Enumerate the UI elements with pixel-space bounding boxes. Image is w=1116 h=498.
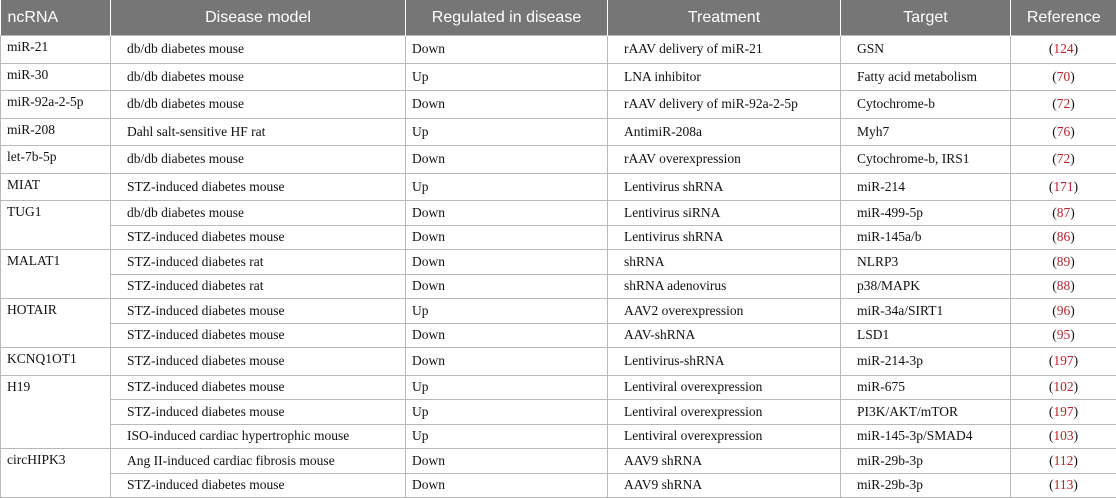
cell-disease-model: STZ-induced diabetes rat	[111, 250, 406, 275]
cell-target: miR-29b-3p	[841, 449, 1011, 474]
reference-link[interactable]: 72	[1057, 96, 1071, 111]
cell-treatment: AAV2 overexpression	[608, 299, 841, 324]
header-regulated: Regulated in disease	[406, 0, 608, 36]
cell-reference: (102)	[1011, 375, 1116, 400]
cell-target: miR-214-3p	[841, 348, 1011, 376]
header-reference: Reference	[1011, 0, 1116, 36]
cell-ncrna: MALAT1	[1, 250, 111, 299]
cell-regulated: Up	[406, 63, 608, 91]
cell-regulated: Up	[406, 118, 608, 146]
header-target: Target	[841, 0, 1011, 36]
cell-disease-model: STZ-induced diabetes mouse	[111, 225, 406, 250]
cell-reference: (197)	[1011, 400, 1116, 425]
cell-treatment: Lentiviral overexpression	[608, 424, 841, 449]
reference-link[interactable]: 86	[1057, 229, 1071, 244]
cell-disease-model: STZ-induced diabetes rat	[111, 274, 406, 299]
cell-treatment: rAAV delivery of miR-21	[608, 36, 841, 64]
cell-ncrna: HOTAIR	[1, 299, 111, 348]
cell-target: p38/MAPK	[841, 274, 1011, 299]
table-row	[1, 250, 1116, 275]
cell-treatment: Lentiviral overexpression	[608, 375, 841, 400]
cell-disease-model: STZ-induced diabetes mouse	[111, 473, 406, 498]
cell-disease-model: STZ-induced diabetes mouse	[111, 323, 406, 348]
cell-reference: (124)	[1011, 36, 1116, 64]
cell-reference: (103)	[1011, 424, 1116, 449]
reference-link[interactable]: 76	[1057, 124, 1071, 139]
cell-treatment: Lentivirus shRNA	[608, 225, 841, 250]
table-row	[1, 323, 1116, 348]
header-ncrna: ncRNA	[1, 0, 111, 36]
cell-reference: (76)	[1011, 118, 1116, 146]
cell-reference: (89)	[1011, 250, 1116, 275]
cell-ncrna: circHIPK3	[1, 449, 111, 498]
reference-link[interactable]: 70	[1057, 69, 1071, 84]
reference-link[interactable]: 102	[1053, 379, 1073, 394]
cell-treatment: shRNA adenovirus	[608, 274, 841, 299]
cell-regulated: Up	[406, 424, 608, 449]
cell-target: Cytochrome-b, IRS1	[841, 146, 1011, 174]
reference-link[interactable]: 89	[1057, 254, 1071, 269]
cell-regulated: Down	[406, 201, 608, 226]
cell-ncrna: miR-30	[1, 63, 111, 91]
cell-treatment: rAAV delivery of miR-92a-2-5p	[608, 91, 841, 119]
cell-disease-model: STZ-induced diabetes mouse	[111, 299, 406, 324]
reference-link[interactable]: 113	[1054, 477, 1074, 492]
cell-reference: (72)	[1011, 146, 1116, 174]
table-row	[1, 225, 1116, 250]
cell-regulated: Up	[406, 400, 608, 425]
cell-target: LSD1	[841, 323, 1011, 348]
cell-reference: (113)	[1011, 473, 1116, 498]
table-row	[1, 173, 1116, 201]
reference-link[interactable]: 197	[1053, 404, 1073, 419]
cell-disease-model: db/db diabetes mouse	[111, 63, 406, 91]
cell-treatment: Lentivirus siRNA	[608, 201, 841, 226]
reference-link[interactable]: 96	[1057, 303, 1071, 318]
cell-reference: (197)	[1011, 348, 1116, 376]
table-body	[1, 36, 1116, 498]
cell-reference: (87)	[1011, 201, 1116, 226]
table-row	[1, 36, 1116, 64]
cell-target: miR-675	[841, 375, 1011, 400]
cell-reference: (88)	[1011, 274, 1116, 299]
cell-disease-model: STZ-induced diabetes mouse	[111, 375, 406, 400]
reference-link[interactable]: 124	[1053, 41, 1073, 56]
cell-treatment: Lentivirus shRNA	[608, 173, 841, 201]
cell-reference: (70)	[1011, 63, 1116, 91]
cell-ncrna: miR-208	[1, 118, 111, 146]
cell-target: miR-499-5p	[841, 201, 1011, 226]
cell-regulated: Down	[406, 274, 608, 299]
cell-ncrna: TUG1	[1, 201, 111, 250]
reference-link[interactable]: 197	[1053, 353, 1073, 368]
cell-treatment: AAV-shRNA	[608, 323, 841, 348]
cell-treatment: Lentivirus-shRNA	[608, 348, 841, 376]
cell-disease-model: ISO-induced cardiac hypertrophic mouse	[111, 424, 406, 449]
cell-reference: (112)	[1011, 449, 1116, 474]
cell-regulated: Down	[406, 323, 608, 348]
cell-ncrna: KCNQ1OT1	[1, 348, 111, 376]
table-row	[1, 63, 1116, 91]
cell-target: miR-145a/b	[841, 225, 1011, 250]
cell-reference: (96)	[1011, 299, 1116, 324]
cell-target: PI3K/AKT/mTOR	[841, 400, 1011, 425]
table-row	[1, 473, 1116, 498]
table-row	[1, 118, 1116, 146]
table-header	[1, 0, 1116, 36]
cell-regulated: Up	[406, 173, 608, 201]
cell-regulated: Down	[406, 449, 608, 474]
cell-disease-model: db/db diabetes mouse	[111, 91, 406, 119]
reference-link[interactable]: 87	[1057, 205, 1071, 220]
cell-treatment: AntimiR-208a	[608, 118, 841, 146]
table-row	[1, 146, 1116, 174]
cell-regulated: Down	[406, 146, 608, 174]
reference-link[interactable]: 72	[1057, 151, 1071, 166]
cell-ncrna: let-7b-5p	[1, 146, 111, 174]
cell-regulated: Down	[406, 91, 608, 119]
cell-disease-model: STZ-induced diabetes mouse	[111, 173, 406, 201]
table-row	[1, 299, 1116, 324]
cell-ncrna: MIAT	[1, 173, 111, 201]
cell-target: Fatty acid metabolism	[841, 63, 1011, 91]
cell-regulated: Up	[406, 375, 608, 400]
cell-target: Cytochrome-b	[841, 91, 1011, 119]
cell-regulated: Up	[406, 299, 608, 324]
table-row	[1, 91, 1116, 119]
table-row	[1, 400, 1116, 425]
cell-target: miR-145-3p/SMAD4	[841, 424, 1011, 449]
cell-treatment: shRNA	[608, 250, 841, 275]
cell-treatment: rAAV overexpression	[608, 146, 841, 174]
cell-reference: (171)	[1011, 173, 1116, 201]
cell-target: miR-214	[841, 173, 1011, 201]
cell-disease-model: Dahl salt-sensitive HF rat	[111, 118, 406, 146]
cell-reference: (72)	[1011, 91, 1116, 119]
cell-ncrna: miR-92a-2-5p	[1, 91, 111, 119]
reference-link[interactable]: 112	[1054, 453, 1074, 468]
cell-disease-model: db/db diabetes mouse	[111, 201, 406, 226]
reference-link[interactable]: 171	[1053, 179, 1073, 194]
header-treatment: Treatment	[608, 0, 841, 36]
cell-target: NLRP3	[841, 250, 1011, 275]
table-row	[1, 424, 1116, 449]
cell-treatment: LNA inhibitor	[608, 63, 841, 91]
cell-ncrna: H19	[1, 375, 111, 449]
cell-ncrna: miR-21	[1, 36, 111, 64]
cell-target: Myh7	[841, 118, 1011, 146]
header-disease-model: Disease model	[111, 0, 406, 36]
cell-treatment: AAV9 shRNA	[608, 473, 841, 498]
cell-regulated: Down	[406, 250, 608, 275]
cell-disease-model: db/db diabetes mouse	[111, 146, 406, 174]
cell-reference: (86)	[1011, 225, 1116, 250]
reference-link[interactable]: 103	[1053, 428, 1073, 443]
cell-target: miR-34a/SIRT1	[841, 299, 1011, 324]
cell-treatment: Lentiviral overexpression	[608, 400, 841, 425]
table-row	[1, 274, 1116, 299]
table-row	[1, 201, 1116, 226]
cell-regulated: Down	[406, 348, 608, 376]
table-row	[1, 449, 1116, 474]
cell-disease-model: Ang II-induced cardiac fibrosis mouse	[111, 449, 406, 474]
table-row	[1, 375, 1116, 400]
reference-link[interactable]: 88	[1057, 278, 1071, 293]
cell-regulated: Down	[406, 225, 608, 250]
header-row	[1, 0, 1116, 36]
cell-disease-model: STZ-induced diabetes mouse	[111, 348, 406, 376]
cell-target: GSN	[841, 36, 1011, 64]
cell-target: miR-29b-3p	[841, 473, 1011, 498]
cell-regulated: Down	[406, 36, 608, 64]
reference-link[interactable]: 95	[1057, 327, 1071, 342]
cell-disease-model: db/db diabetes mouse	[111, 36, 406, 64]
cell-disease-model: STZ-induced diabetes mouse	[111, 400, 406, 425]
cell-treatment: AAV9 shRNA	[608, 449, 841, 474]
cell-regulated: Down	[406, 473, 608, 498]
table-row	[1, 348, 1116, 376]
cell-reference: (95)	[1011, 323, 1116, 348]
